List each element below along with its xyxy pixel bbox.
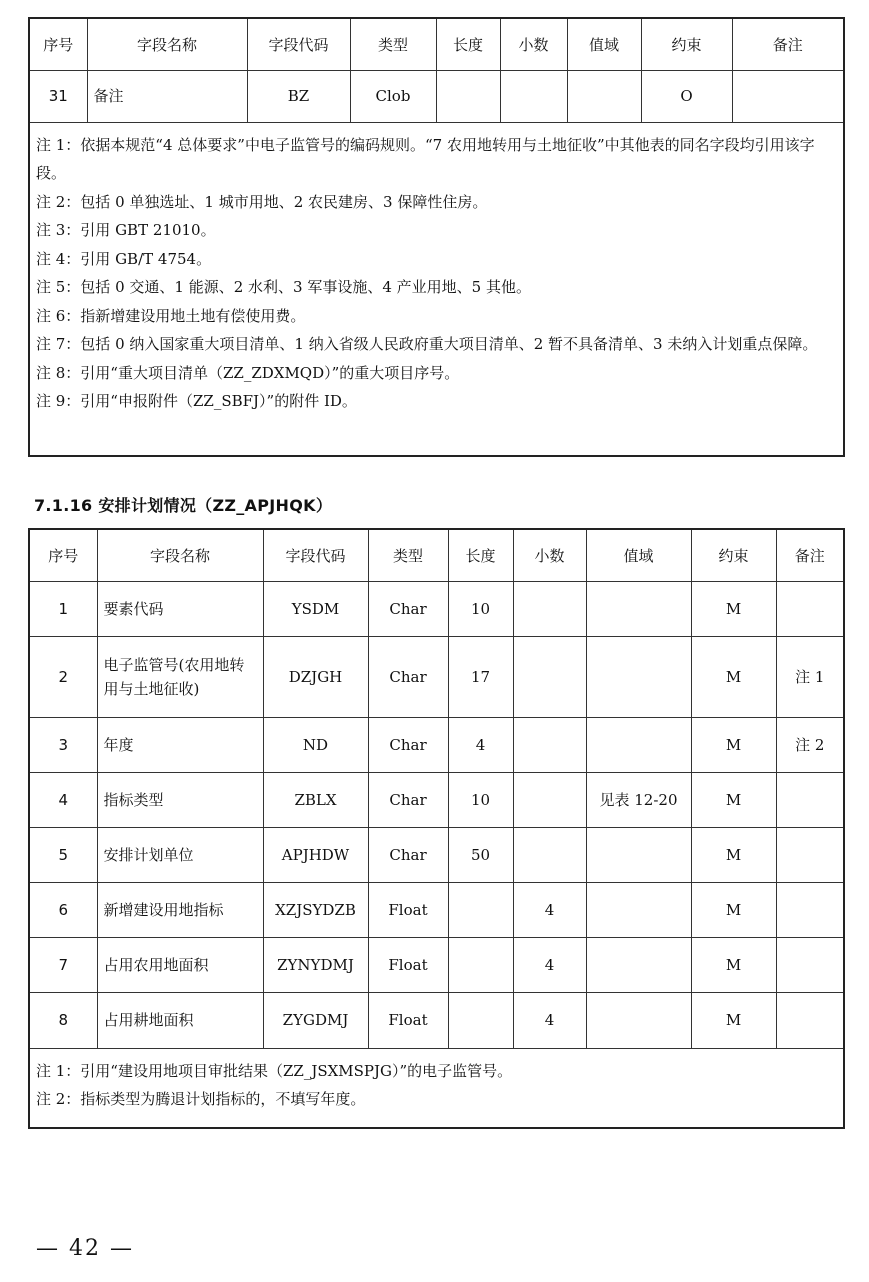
header-row	[29, 529, 844, 581]
header-constraint: 约束	[641, 18, 732, 70]
cell-field-name: 安排计划单位	[97, 827, 263, 882]
cell-remark	[732, 70, 844, 122]
cell-type: Char	[368, 636, 448, 717]
header-length: 长度	[436, 18, 500, 70]
cell-constraint: M	[691, 882, 776, 937]
note-line: 注 1：引用“建设用地项目审批结果（ZZ_JSXMSPJG）”的电子监管号。	[36, 1061, 513, 1080]
cell-constraint: M	[691, 827, 776, 882]
field-table-continued	[28, 17, 845, 457]
cell-seq: 6	[29, 882, 97, 937]
cell-constraint: M	[691, 581, 776, 636]
header-length: 长度	[448, 529, 513, 581]
table-notes	[29, 1048, 844, 1128]
header-field-code: 字段代码	[247, 18, 350, 70]
header-decimal: 小数	[500, 18, 567, 70]
cell-type: Char	[368, 581, 448, 636]
cell-type: Char	[368, 717, 448, 772]
cell-type: Clob	[350, 70, 436, 122]
cell-length: 50	[448, 827, 513, 882]
cell-decimal: 4	[513, 882, 586, 937]
cell-remark: 注 2	[776, 717, 844, 772]
table-row	[29, 937, 844, 992]
note-line: 注 8：引用“重大项目清单（ZZ_ZDXMQD）”的重大项目序号。	[36, 363, 460, 382]
header-remark: 备注	[776, 529, 844, 581]
header-field-code: 字段代码	[263, 529, 368, 581]
cell-seq: 31	[29, 70, 87, 122]
cell-seq: 1	[29, 581, 97, 636]
cell-remark	[776, 992, 844, 1048]
cell-decimal	[513, 827, 586, 882]
cell-type: Float	[368, 992, 448, 1048]
note-line: 注 7：包括 0 纳入国家重大项目清单、1 纳入省级人民政府重大项目清单、2 暂不具备清单、3 未纳入计划重点保障。	[36, 335, 818, 353]
cell-remark	[776, 827, 844, 882]
cell-remark	[776, 581, 844, 636]
cell-field-name: 年度	[97, 717, 263, 772]
table-row	[29, 70, 844, 122]
header-domain: 值域	[567, 18, 641, 70]
header-type: 类型	[368, 529, 448, 581]
notes-row	[29, 1048, 844, 1128]
cell-length: 4	[448, 717, 513, 772]
cell-domain	[586, 827, 691, 882]
cell-field-code: ZYGDMJ	[263, 992, 368, 1048]
cell-field-code: ND	[263, 717, 368, 772]
note-line: 注 5：包括 0 交通、1 能源、2 水利、3 军事设施、4 产业用地、5 其他。	[36, 278, 531, 296]
note-line: 注 6：指新增建设用地土地有偿使用费。	[36, 306, 306, 325]
cell-field-code: BZ	[247, 70, 350, 122]
table-row	[29, 882, 844, 937]
cell-length	[448, 937, 513, 992]
note-line: 注 3：引用 GBT 21010。	[36, 221, 216, 239]
cell-field-code: ZYNYDMJ	[263, 937, 368, 992]
cell-type: Float	[368, 937, 448, 992]
cell-constraint: M	[691, 992, 776, 1048]
cell-type: Char	[368, 772, 448, 827]
cell-domain	[567, 70, 641, 122]
cell-domain	[586, 937, 691, 992]
table-row	[29, 772, 844, 827]
cell-field-code: YSDM	[263, 581, 368, 636]
table-row	[29, 992, 844, 1048]
cell-domain	[586, 717, 691, 772]
cell-field-name: 新增建设用地指标	[97, 882, 263, 937]
cell-decimal	[513, 717, 586, 772]
cell-seq: 4	[29, 772, 97, 827]
cell-constraint: M	[691, 636, 776, 717]
cell-length: 10	[448, 772, 513, 827]
cell-field-name: 备注	[87, 70, 247, 122]
cell-decimal	[513, 636, 586, 717]
cell-field-name: 要素代码	[97, 581, 263, 636]
notes-row	[29, 122, 844, 456]
cell-decimal	[513, 581, 586, 636]
note-line: 注 2：包括 0 单独选址、1 城市用地、2 农民建房、3 保障性住房。	[36, 192, 488, 211]
cell-field-code: DZJGH	[263, 636, 368, 717]
table-row	[29, 581, 844, 636]
cell-remark	[776, 882, 844, 937]
cell-seq: 2	[29, 636, 97, 717]
note-line: 注 9：引用“申报附件（ZZ_SBFJ）”的附件 ID。	[36, 392, 357, 410]
cell-type: Char	[368, 827, 448, 882]
cell-field-name: 占用农用地面积	[97, 937, 263, 992]
cell-field-code: ZBLX	[263, 772, 368, 827]
note-line: 注 1：依据本规范“4 总体要求”中电子监管号的编码规则。“7 农用地转用与土地征收”中其他表的同名字段均引用该字段。	[36, 135, 815, 182]
header-seq: 序号	[29, 18, 87, 70]
cell-field-name: 电子监管号(农用地转用与土地征收)	[97, 636, 263, 717]
cell-constraint: M	[691, 717, 776, 772]
cell-domain: 见表 12-20	[586, 772, 691, 827]
cell-decimal: 4	[513, 937, 586, 992]
cell-seq: 3	[29, 717, 97, 772]
cell-length	[448, 992, 513, 1048]
cell-constraint: M	[691, 772, 776, 827]
cell-domain	[586, 992, 691, 1048]
cell-field-name: 指标类型	[97, 772, 263, 827]
cell-remark: 注 1	[776, 636, 844, 717]
page-number: — 42 —	[36, 1236, 134, 1261]
cell-field-code: APJHDW	[263, 827, 368, 882]
cell-constraint: M	[691, 937, 776, 992]
header-domain: 值域	[586, 529, 691, 581]
cell-type: Float	[368, 882, 448, 937]
cell-seq: 5	[29, 827, 97, 882]
note-line: 注 2：指标类型为腾退计划指标的，不填写年度。	[36, 1090, 366, 1108]
header-field-name: 字段名称	[87, 18, 247, 70]
cell-domain	[586, 581, 691, 636]
header-field-name: 字段名称	[97, 529, 263, 581]
header-constraint: 约束	[691, 529, 776, 581]
cell-remark	[776, 772, 844, 827]
header-seq: 序号	[29, 529, 97, 581]
header-remark: 备注	[732, 18, 844, 70]
table-row	[29, 717, 844, 772]
cell-field-name: 占用耕地面积	[97, 992, 263, 1048]
apjhqk-field-table	[28, 528, 845, 1129]
cell-seq: 8	[29, 992, 97, 1048]
cell-length	[448, 882, 513, 937]
section-heading: 7.1.16 安排计划情况（ZZ_APJHQK）	[34, 496, 333, 515]
table-row	[29, 636, 844, 717]
cell-length: 17	[448, 636, 513, 717]
note-line: 注 4：引用 GB/T 4754。	[36, 249, 212, 268]
cell-seq: 7	[29, 937, 97, 992]
header-type: 类型	[350, 18, 436, 70]
table-row	[29, 827, 844, 882]
cell-decimal	[513, 772, 586, 827]
header-decimal: 小数	[513, 529, 586, 581]
header-row	[29, 18, 844, 70]
cell-decimal: 4	[513, 992, 586, 1048]
cell-decimal	[500, 70, 567, 122]
cell-remark	[776, 937, 844, 992]
cell-domain	[586, 882, 691, 937]
cell-length: 10	[448, 581, 513, 636]
cell-field-code: XZJSYDZB	[263, 882, 368, 937]
cell-constraint: O	[641, 70, 732, 122]
cell-length	[436, 70, 500, 122]
table-notes	[29, 122, 844, 456]
cell-domain	[586, 636, 691, 717]
